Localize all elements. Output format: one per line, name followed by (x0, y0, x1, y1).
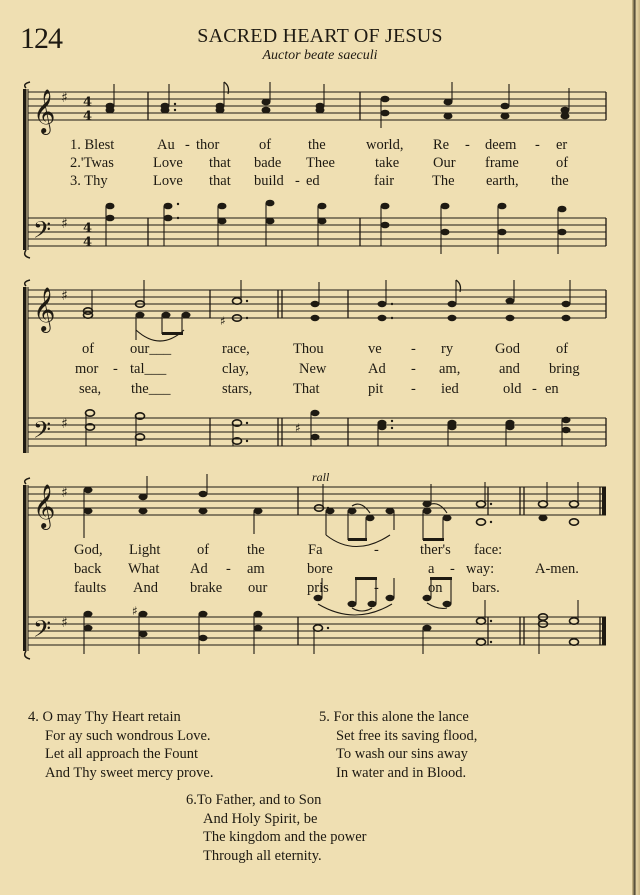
lyric-syllable: the___ (131, 381, 171, 397)
lyric-syllable: of (259, 137, 272, 153)
lyric-syllable: build (254, 173, 284, 189)
svg-text:♯: ♯ (61, 288, 68, 304)
lyric-syllable: - (185, 137, 190, 153)
lyric-syllable: en (545, 381, 559, 397)
lyric-line-verse-3 (0, 580, 640, 598)
lyric-syllable: and (499, 361, 520, 377)
svg-text:𝄞: 𝄞 (33, 287, 56, 331)
lyric-syllable: bars. (472, 580, 500, 596)
hymn-title: SACRED HEART OF JESUS (197, 25, 443, 47)
svg-text:4: 4 (83, 109, 93, 124)
lyric-syllable: - (532, 381, 537, 397)
lyric-syllable: bade (254, 155, 282, 171)
lyric-syllable: bring (549, 361, 580, 377)
verse-line: 5. For this alone the lance (319, 709, 469, 725)
lyric-syllable: am (247, 561, 265, 577)
lyric-syllable: of (556, 155, 569, 171)
verse-line: To wash our sins away (336, 746, 468, 762)
lyric-syllable: God (495, 341, 520, 357)
lyric-syllable: of (197, 542, 210, 558)
lyric-syllable: Ad (190, 561, 208, 577)
lyric-syllable: - (226, 561, 231, 577)
lyric-syllable: Re (433, 137, 450, 153)
lyric-syllable: a (428, 561, 435, 577)
lyric-syllable: What (128, 561, 160, 577)
lyric-syllable: ied (441, 381, 459, 397)
svg-text:♯: ♯ (220, 314, 226, 328)
lyric-syllable: faults (74, 580, 107, 596)
lyric-syllable: deem (485, 137, 517, 153)
lyric-syllable: am, (439, 361, 461, 377)
lyric-syllable: brake (190, 580, 223, 596)
svg-text:4: 4 (83, 235, 93, 250)
lyric-syllable: our___ (130, 341, 172, 357)
lyric-syllable: the (551, 173, 569, 189)
lyric-syllable: sea, (79, 381, 102, 397)
lyric-syllable: world, (366, 137, 404, 153)
tempo-marking-rall: rall (312, 470, 330, 484)
lyric-line-verse-3 (0, 173, 640, 191)
lyric-syllable: - (374, 580, 379, 596)
verse-line: 6.To Father, and to Son (186, 792, 322, 808)
verse-line: In water and in Blood. (336, 764, 467, 781)
lyric-syllable: Ad (368, 361, 386, 377)
lyric-syllable: pris (307, 580, 329, 596)
lyric-syllable: of (556, 341, 569, 357)
lyric-syllable: - (535, 137, 540, 153)
lyric-syllable: on (428, 580, 443, 596)
lyric-syllable: race, (222, 341, 250, 357)
lyric-syllable: 3. Thy (70, 173, 108, 189)
lyric-syllable: Light (129, 542, 161, 558)
verse-line: For ay such wondrous Love. (45, 727, 211, 744)
lyric-syllable: Love (153, 173, 183, 189)
svg-text:♯: ♯ (61, 216, 68, 232)
verse-line: Set free its saving flood, (336, 727, 478, 744)
lyric-syllable: pit (368, 381, 384, 397)
lyric-syllable: - (374, 542, 379, 558)
lyric-syllable: ther's (420, 542, 451, 558)
lyric-syllable: - (411, 361, 416, 377)
svg-text:♯: ♯ (61, 416, 68, 432)
lyric-syllable: old (503, 381, 522, 397)
lyric-syllable: way: (466, 561, 495, 577)
verse-6 (186, 791, 367, 865)
lyric-syllable: clay, (222, 361, 249, 377)
music-system-3 (0, 466, 640, 666)
lyric-line-verse-1 (0, 542, 640, 560)
verse-line: 4. O may Thy Heart retain (28, 709, 181, 725)
svg-text:♯: ♯ (132, 604, 138, 618)
lyric-line-verse-3 (0, 381, 640, 399)
svg-text:𝄢: 𝄢 (33, 416, 52, 449)
lyric-syllable: - (113, 361, 118, 377)
lyric-line-verse-2 (0, 155, 640, 173)
verse-line: The kingdom and the power (203, 829, 367, 845)
verse-5 (319, 708, 477, 782)
lyric-line-verse-1 (0, 341, 640, 359)
lyric-syllable: Love (153, 155, 183, 171)
lyric-syllable: A-men. (535, 561, 579, 577)
page-number: 124 (20, 22, 62, 55)
lyric-syllable: 2.'Twas (70, 155, 114, 171)
lyric-syllable: The (432, 173, 455, 189)
verse-4 (28, 708, 213, 782)
lyric-syllable: tal___ (130, 361, 167, 377)
music-system-1 (0, 80, 640, 260)
svg-text:𝄞: 𝄞 (33, 89, 56, 133)
svg-text:4: 4 (83, 221, 93, 236)
svg-text:𝄢: 𝄢 (33, 216, 52, 249)
lyric-line-verse-2 (0, 361, 640, 379)
verse-line: Through all eternity. (203, 847, 322, 864)
lyric-syllable: stars, (222, 381, 253, 397)
lyric-syllable: of (82, 341, 95, 357)
lyric-line-verse-1 (0, 137, 640, 155)
verse-line: Let all approach the Fount (45, 746, 199, 762)
lyric-syllable: ry (441, 341, 454, 357)
lyric-syllable: bore (307, 561, 333, 577)
lyric-syllable: - (411, 381, 416, 397)
lyric-syllable: er (556, 137, 568, 153)
lyric-syllable: - (450, 561, 455, 577)
lyric-syllable: - (295, 173, 300, 189)
lyric-syllable: Thee (306, 155, 335, 171)
verse-line: And Holy Spirit, be (203, 810, 318, 827)
lyric-syllable: take (375, 155, 400, 171)
lyric-syllable: earth, (486, 173, 519, 189)
svg-text:𝄞: 𝄞 (33, 484, 56, 528)
lyric-syllable: - (411, 341, 416, 357)
lyric-syllable: God, (74, 542, 103, 558)
lyric-syllable: our (248, 580, 268, 596)
lyric-syllable: New (299, 361, 327, 377)
lyric-syllable: And (133, 580, 158, 596)
lyric-syllable: That (293, 381, 320, 397)
svg-text:♯: ♯ (61, 90, 68, 106)
lyric-syllable: Thou (293, 341, 324, 357)
lyric-syllable: Au (157, 137, 175, 153)
lyric-syllable: thor (196, 137, 220, 153)
lyric-syllable: 1. Blest (70, 137, 115, 153)
lyric-syllable: Fa (308, 542, 323, 558)
lyric-syllable: that (209, 173, 231, 189)
svg-text:♯: ♯ (61, 615, 68, 631)
svg-text:♯: ♯ (295, 421, 301, 435)
svg-text:𝄢: 𝄢 (33, 615, 52, 648)
lyric-line-verse-2 (0, 561, 640, 579)
hymn-subtitle: Auctor beate saeculi (262, 48, 378, 63)
lyric-syllable: ed (306, 173, 320, 189)
lyric-syllable: ve (368, 341, 382, 357)
lyric-syllable: the (308, 137, 326, 153)
lyric-syllable: Our (433, 155, 456, 171)
lyric-syllable: - (465, 137, 470, 153)
verse-line: And Thy sweet mercy prove. (45, 764, 214, 781)
svg-text:♯: ♯ (61, 485, 68, 501)
lyric-syllable: face: (474, 542, 503, 558)
lyric-syllable: mor (75, 361, 99, 377)
lyric-syllable: that (209, 155, 231, 171)
lyric-syllable: the (247, 542, 265, 558)
music-system-2 (0, 278, 640, 460)
lyric-syllable: back (74, 561, 102, 577)
svg-text:4: 4 (83, 95, 93, 110)
lyric-syllable: fair (374, 173, 395, 189)
lyric-syllable: frame (485, 155, 519, 171)
